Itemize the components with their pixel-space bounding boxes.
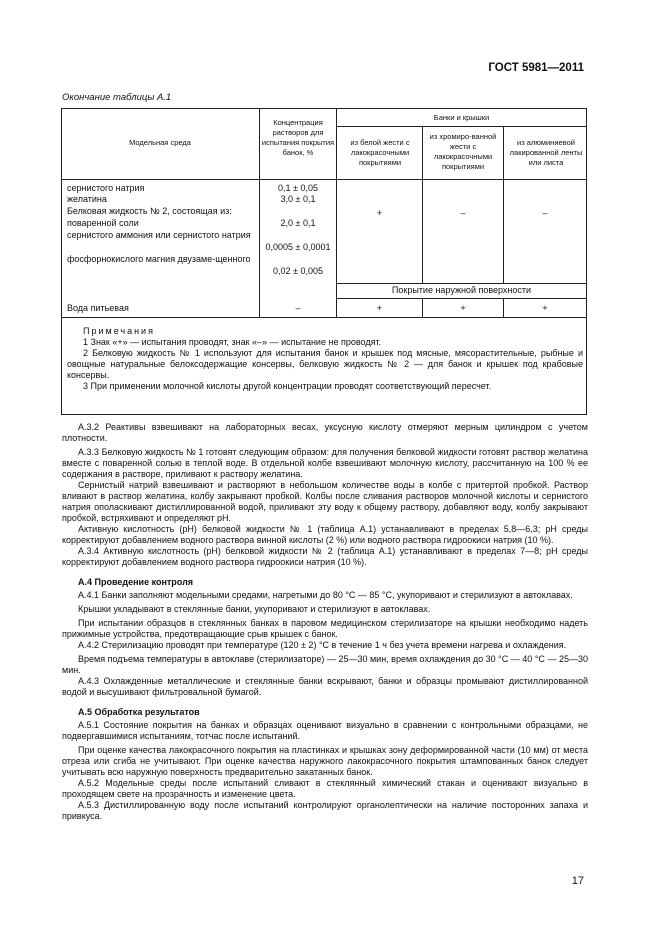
standard-number: ГОСТ 5981—2011 xyxy=(488,62,584,74)
table-a1 xyxy=(61,108,587,415)
col-divider-3 xyxy=(422,126,423,283)
page-number: 17 xyxy=(571,875,584,887)
note-1: 1 Знак «+» — испытания проводят, знак «–» — испытание не проводят. xyxy=(83,337,382,347)
group-header-line xyxy=(336,126,587,127)
para-a5-1: А.5.1 Состояние покрытия на банках и образцах оценивают визуально в сравнении с контрольными образцами, не подвергавшимися испытаниям, тотчас после испытаний. xyxy=(62,720,588,741)
para-a3-3b: Сернистый натрий взвешивают и растворяют в небольшом количестве воды в колбе с притертой пробкой. Раствор вливают в раствор желатина, колбу закрывают пробкой. Колбы после сливания растворов молочной кислоты и сернистого натрия ополаскивают дистиллированной водой, приливают эту воду к общему раствору, добавляют воду, колбу закрывают пробкой, встряхивают и определяют рН. xyxy=(62,480,588,523)
para-a3-3c: Активную кислотность (рН) белковой жидкости № 1 (таблица А.1) устанавливают в пределах 5,8—6,3; рН среды корректируют добавлением водного раствора винной кислоты (2 %) или водного раствора гидроокиси натрия (10 %). xyxy=(62,524,588,545)
col-chrome-header: из хромиро-ванной жести с лакокрасочными покрытиями xyxy=(429,132,497,171)
row-conc-1: 0,1 ± 0,05 xyxy=(278,183,318,193)
water-chrome: + xyxy=(460,303,466,313)
col-divider-4 xyxy=(503,126,504,283)
col-alu-header: из алюминиевой лакированной ленты или листа xyxy=(509,138,583,167)
row-medium-4: поваренной соли xyxy=(67,218,139,228)
row-medium-5: сернистого аммония или сернистого натрия xyxy=(67,230,251,240)
row-medium-3: Белковая жидкость № 2, состоящая из: xyxy=(67,206,232,216)
row-conc-5: 0,0005 ± 0,0001 xyxy=(265,242,331,252)
row-conc-4: 2,0 ± 0,1 xyxy=(280,218,316,228)
section-a4-heading: А.4 Проведение контроля xyxy=(78,577,194,587)
document-body xyxy=(62,422,588,822)
para-a4-1b: Крышки укладывают в стеклянные банки, укупоривают и стерилизуют в автоклавах. xyxy=(78,604,431,614)
para-a4-3: А.4.3 Охлажденные металлические и стеклянные банки вскрывают, банки и образцы промывают дистиллированной водой и высушивают фильтровальной бумагой. xyxy=(62,676,588,697)
note-2: 2 Белковую жидкость № 1 используют для испытания банок и крышек под мясные, мясорастительные, рыбные и овощные натуральные белоксодержащие консервы, белковую жидкость № 2 — для банок и крышек под крабовые консервы. xyxy=(67,348,583,380)
para-a5-3: А.5.3 Дистиллированную воду после испытаний контролируют органолептически на наличие посторонних запаха и привкуса. xyxy=(62,800,588,821)
water-medium: Вода питьевая xyxy=(67,303,129,313)
para-a3-2: А.3.2 Реактивы взвешивают на лабораторных весах, уксусную кислоту отмеряют мерным цилиндром с учетом плотности. xyxy=(62,422,588,443)
water-tin: + xyxy=(376,303,383,313)
note-3: 3 При применении молочной кислоты другой концентрации проводят соответствующий пересчет. xyxy=(83,381,492,391)
col-conc-header: Концентрация растворов для испытания покрытия банок, % xyxy=(261,118,335,157)
header-bottom-line xyxy=(61,179,587,180)
para-a3-3: А.3.3 Белковую жидкость № 1 готовят следующим образом: для получения белковой жидкости готовят раствор желатина вместе с поваренной солью в теплой воде. В отдельной колбе взвешивают молочную кислоту, рассчитанную на 100 % ее содержания в растворе, приливают к раствору желатина. xyxy=(62,447,588,479)
outer-top-line xyxy=(336,283,587,284)
table-border-bottom xyxy=(61,414,587,415)
notes-top-line xyxy=(61,317,587,318)
outer-bottom-line xyxy=(336,298,587,299)
outer-coating-label: Покрытие наружной поверхности xyxy=(391,285,532,295)
row-conc-6: 0,02 ± 0,005 xyxy=(273,266,323,276)
para-a4-2: А.4.2 Стерилизацию проводят при температуре (120 ± 2) °С в течение 1 ч без учета времени нагрева и охлаждения. xyxy=(78,640,567,650)
water-conc: – xyxy=(295,303,301,313)
notes-title: Примечания xyxy=(83,326,155,336)
table-border-top xyxy=(61,108,587,109)
table-notes xyxy=(61,326,587,392)
para-a5-1b: При оценке качества лакокрасочного покрытия на пластинках и крышках зону деформированной части (10 мм) от места отреза или сгиба не учитывают. При оценке качества наружного лакокрасочного покрытия штампованных банок следует учитывать всю наружную поверхность предварительно закатанных банок. xyxy=(62,745,588,777)
para-a4-1c: При испытании образцов в стеклянных банках в паровом медицинском стерилизаторе на крышки необходимо надеть прижимные устройства, предотвращающие срыв крышек с банок. xyxy=(62,618,588,639)
para-a3-4: А.3.4 Активную кислотность (рН) белковой жидкости № 2 (таблица А.1) устанавливают в пределах 7—8; рН среды корректируют добавлением водного раствора гидроокиси натрия (10 %). xyxy=(62,546,588,567)
row-conc-2: 3,0 ± 0,1 xyxy=(280,194,316,204)
table-caption: Окончание таблицы А.1 xyxy=(62,92,172,103)
para-a4-1: А.4.1 Банки заполняют модельными средами, нагретыми до 80 °С — 85 °С, укупоривают и стерилизуют в автоклавах. xyxy=(78,590,573,600)
water-alu: + xyxy=(542,303,548,313)
para-a4-2b: Время подъема температуры в автоклаве (стерилизаторе) — 25—30 мин, время охлаждения до 30 °С — 40 °С — 25—30 мин. xyxy=(62,654,588,675)
mark-tin: + xyxy=(376,208,383,218)
mark-alu: – xyxy=(542,208,548,218)
mark-chrome: – xyxy=(460,208,466,218)
col-medium-header: Модельная среда xyxy=(129,138,191,147)
para-a5-2: А.5.2 Модельные среды после испытаний сливают в стеклянный химический стакан и оценивают визуально в проходящем свете на прозрачность и изменение цвета. xyxy=(62,778,588,799)
row-medium-1: сернистого натрия xyxy=(67,183,145,193)
row-medium-6: фосфорнокислого магния двузаме-щенного xyxy=(67,254,251,264)
col-group-header: Банки и крышки xyxy=(433,113,490,122)
row-medium-2: желатина xyxy=(67,194,107,204)
section-a5-heading: А.5 Обработка результатов xyxy=(78,707,200,717)
col-tin-header: из белой жести с лакокрасочными покрытиями xyxy=(350,138,410,167)
